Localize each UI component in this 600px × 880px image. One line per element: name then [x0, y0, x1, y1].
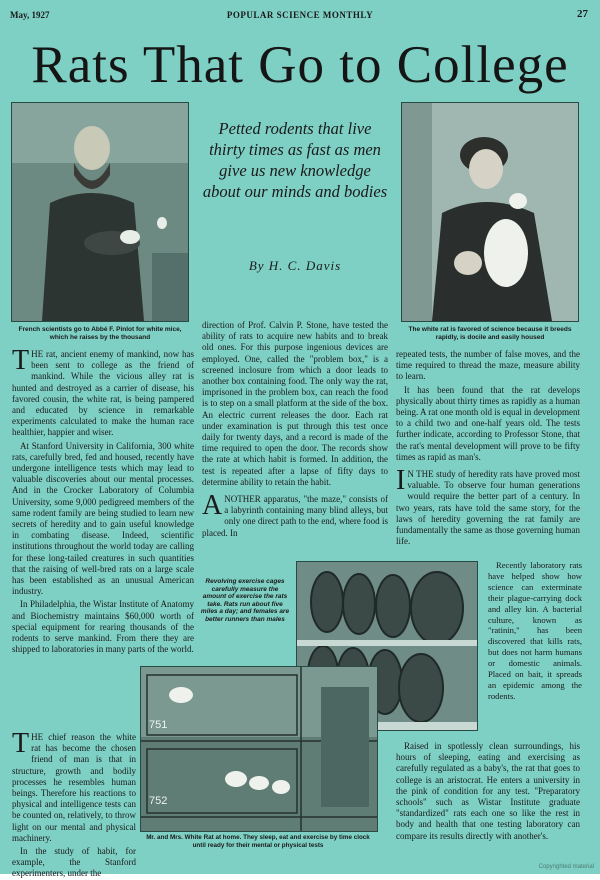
cage-label: 751 — [149, 719, 168, 731]
article-byline: By H. C. Davis — [248, 258, 342, 273]
issue-date: May, 1927 — [10, 10, 50, 20]
paragraph: ANOTHER apparatus, "the maze," consists of a labyrinth containing many blind alleys, but only one direct path to the end, where food is placed. In — [202, 490, 388, 538]
column-3-bottom — [396, 741, 580, 861]
column-1-continued — [12, 728, 136, 879]
caption-exercise-cages: Revolving exercise cages carefully measure the amount of exercise the rats take. Rats run about five miles a day; and females are better runners than males — [200, 578, 290, 623]
article-subtitle: Petted rodents that live thirty times as fast as men give us new knowledge about our minds and bodies — [202, 119, 388, 201]
paragraph: Recently laboratory rats have helped show how science can exterminate their plague-carrying dock and alley kin. A bacterial culture, known as "ratinin," has been discovered that kills rats, but does not harm humans or domestic animals. Placed on bait, it spreads an epidemic among the rodents. — [488, 560, 582, 701]
watermark: Copyrighted material — [538, 864, 594, 870]
magazine-name: POPULAR SCIENCE MONTHLY — [226, 10, 374, 20]
paragraph: I N THE study of heredity rats have proved most valuable. To observe four human generations would require the better part of a century. In two years, rats have told the same story, for the laws of heredity governing the rat family are fundamentally the same as those governing human life. — [396, 465, 580, 547]
woman-illustration — [402, 103, 578, 321]
paragraph: In the study of habit, for example, the Stanford experimenters, under the — [12, 846, 136, 879]
rat-hutch-illustration — [141, 667, 377, 831]
drop-cap: A — [202, 490, 223, 522]
article-title: Rats That Go to College — [31, 36, 569, 94]
photo-woman-holding-rats — [401, 102, 579, 322]
page-number: 27 — [577, 8, 588, 20]
column-3 — [396, 349, 580, 561]
paragraph: repeated tests, the number of false moves, and the time required to thread the maze, measure ability to learn. — [396, 349, 580, 382]
paragraph: In Philadelphia, the Wistar Institute of Anatomy and Biochemistry maintains $60,000 worth of special equipment for rearing thousands of the rodents to serve mankind. From there they are shipped to laboratories in many parts of the world. — [12, 599, 194, 655]
paragraph: At Stanford University in California, 300 white rats, carefully bred, fed and housed, recently have undergone intelligence tests which may lead to valuable discoveries about our mental processes. And in the Crocker Laboratory of Columbia University, some 9,000 pedigreed members of the same rodent family are being studied to learn new secrets of heredity and to gain useful knowledge in combating disease. Indeed, scientific institutions throughout the world today are calling for these long-tailed creatures in such quantities that the raising of well-bred rats on a large scale has been established as an unusual American industry. — [12, 440, 194, 597]
column-3-narrow — [488, 560, 582, 738]
paragraph: direction of Prof. Calvin P. Stone, have tested the ability of rats to acquire new habits and to break old ones. For this purpose ingenious devices are employed. One, called the "problem box," is a screened inclosure from which a door leads to another box containing food. The only way the rat, imprisoned in the problem box, can reach the food is to step on a small platform at the side of the box. An electric current releases the door. Each rat under examination is put through this test once daily for twenty days, and a record is made of the time required to open the door. The records show the rate at which habit is formed. In addition, the test is repeated after a lapse of fifty days to determine ability to retain the habit. — [202, 320, 388, 487]
scientist-illustration — [12, 103, 188, 321]
caption-hutches: Mr. and Mrs. White Rat at home. They sleep, eat and exercise by time clock until ready for their mental or physical tests — [146, 834, 370, 849]
paragraph: THE rat, ancient enemy of mankind, now has been sent to college as the friend of mankind. While the vicious alley rat is hunted and destroyed as a carrier of disease, his favored cousin, the white rat, is being pampered and educated by science in remarkable experiments calculated to make the human race healthier, happier and wiser. — [12, 345, 194, 438]
paragraph: THE chief reason the white rat has become the chosen friend of man is that in structure, growth and bodily processes he resembles human beings. Therefore his reactions to physical and intelligence tests can be counted on, relatively, to throw light on our mental and physical machinery. — [12, 728, 136, 843]
photo-scientist-with-mice — [11, 102, 189, 322]
drop-cap: T — [12, 345, 30, 376]
paragraph: It has been found that the rat develops physically about thirty times as rapidly as a human being. A rat one month old is equal in development to a child two and one-half years old. The tests further indicate, according to Professor Stone, that the rat's mental development will prove to be fifty times as rapid as man's. — [396, 384, 580, 462]
drop-cap: I — [396, 465, 406, 497]
paragraph: Raised in spotlessly clean surroundings, his hours of sleeping, eating and exercising as carefully regulated as a baby's, the rat that goes to college is an aristocrat. He enters a university in the pink of condition for any test. "Preparatory schools" such as Wistar Institute graduate "standardized" rats each one so like the rest in body and health that one testing laboratory can compare its results directly with another's. — [396, 741, 580, 841]
drop-cap: T — [12, 728, 30, 759]
column-2 — [202, 320, 388, 552]
caption-right-photo: The white rat is favored of science because it breeds rapidly, is docile and easily housed — [408, 326, 572, 341]
cage-label: 752 — [149, 795, 168, 807]
photo-rat-hutches — [140, 666, 378, 832]
caption-left-photo: French scientists go to Abbé F. Pinlot for white mice, which he raises by the thousand — [18, 326, 182, 341]
